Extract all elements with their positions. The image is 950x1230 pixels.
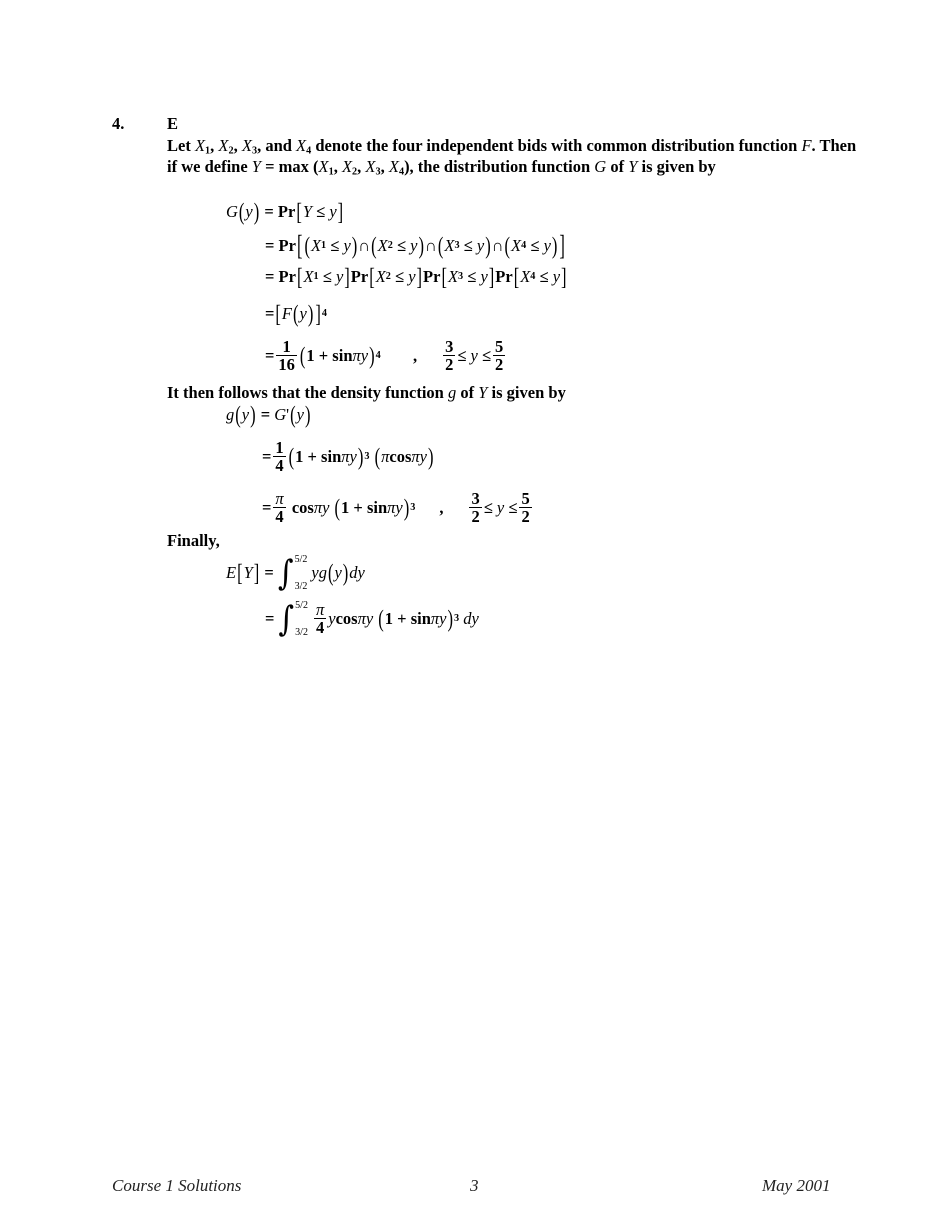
- equation-G-line4: = [ F ( y ) ] 4: [265, 299, 327, 328]
- problem-number: 4.: [112, 114, 125, 133]
- expectation-line2: = ∫ 5/2 3/2 $\frac{\pi}{4}$ y cos π y ( 1 + sin π y ) 3 dy: [265, 598, 479, 640]
- fraction-pi-4-integrand: $\frac{\pi}{4}$: [315, 599, 325, 638]
- fraction-1-4: $\frac{1}{4}$: [275, 437, 284, 476]
- integral-limits-2: 5/2 3/2: [295, 600, 308, 638]
- range-lower-fraction-2: $\frac{3}{2}$: [471, 488, 480, 527]
- expectation-line1: E [ Y ] = ∫ 5/2 3/2 y g ( y ) dy: [226, 552, 365, 594]
- integral-sign: ∫: [277, 552, 294, 594]
- integral-sign-2: ∫: [278, 598, 295, 640]
- equation-g-line3: = $\frac{\pi}{4}$ cos π y ( 1 + sin π y ) 3 , $\frac{3}{2}$ ≤ y ≤ $\frac{5}{2}$: [262, 488, 530, 527]
- fraction-pi-4: $\frac{\pi}{4}$: [275, 488, 284, 527]
- equation-G-line2: = Pr [ ( X 1 ≤ y ) ∩ ( X 2 ≤ y ) ∩ ( X 3 ≤ y ) ∩ ( X 4 ≤ y ) ]: [265, 229, 565, 262]
- finally-label: Finally,: [167, 531, 220, 550]
- equation-g-line2: = $\frac{1}{4}$ ( 1 + sin π y ) 3 ( π cos π y ): [262, 437, 434, 476]
- integral-limits: 5/2 3/2: [294, 554, 308, 592]
- equation-G-line1: G ( y ) = Pr [ Y ≤ y ]: [226, 197, 344, 226]
- equation-G-line3: = Pr [ X 1 ≤ y ] Pr [ X 2 ≤ y ] Pr [ X 3 ≤ y ] Pr [ X 4 ≤ y ]: [265, 262, 567, 291]
- fraction-1-16: $\frac{1}{16}$: [278, 336, 295, 375]
- density-sentence: It then follows that the density function g of Y is given by: [167, 383, 566, 402]
- range-upper-fraction-2: $\frac{5}{2}$: [521, 488, 530, 527]
- intro-paragraph: Let $X_1$, $X_2$, $X_3$, and $X_4$ denote the four independent bids with common distribution function F. Then if we define $Y = \max (X_1$, $X_2$, $X_3$, $X_4$), the distribution function G of Y is given by: [167, 136, 857, 178]
- answer-letter: E: [167, 114, 179, 133]
- equation-g-line1: g ( y ) = G ' ( y ): [226, 400, 311, 429]
- range-lower-fraction: $\frac{3}{2}$: [445, 336, 454, 375]
- equation-G-line5: = $\frac{1}{16}$ ( 1 + sin π y ) 4 , $\frac{3}{2}$ ≤ y ≤ $\frac{5}{2}$: [265, 336, 504, 375]
- footer-course-title: Course 1 Solutions: [112, 1176, 242, 1195]
- range-upper-fraction: $\frac{5}{2}$: [495, 336, 504, 375]
- footer-date: May 2001: [762, 1176, 831, 1195]
- footer-page-number: 3: [470, 1176, 479, 1195]
